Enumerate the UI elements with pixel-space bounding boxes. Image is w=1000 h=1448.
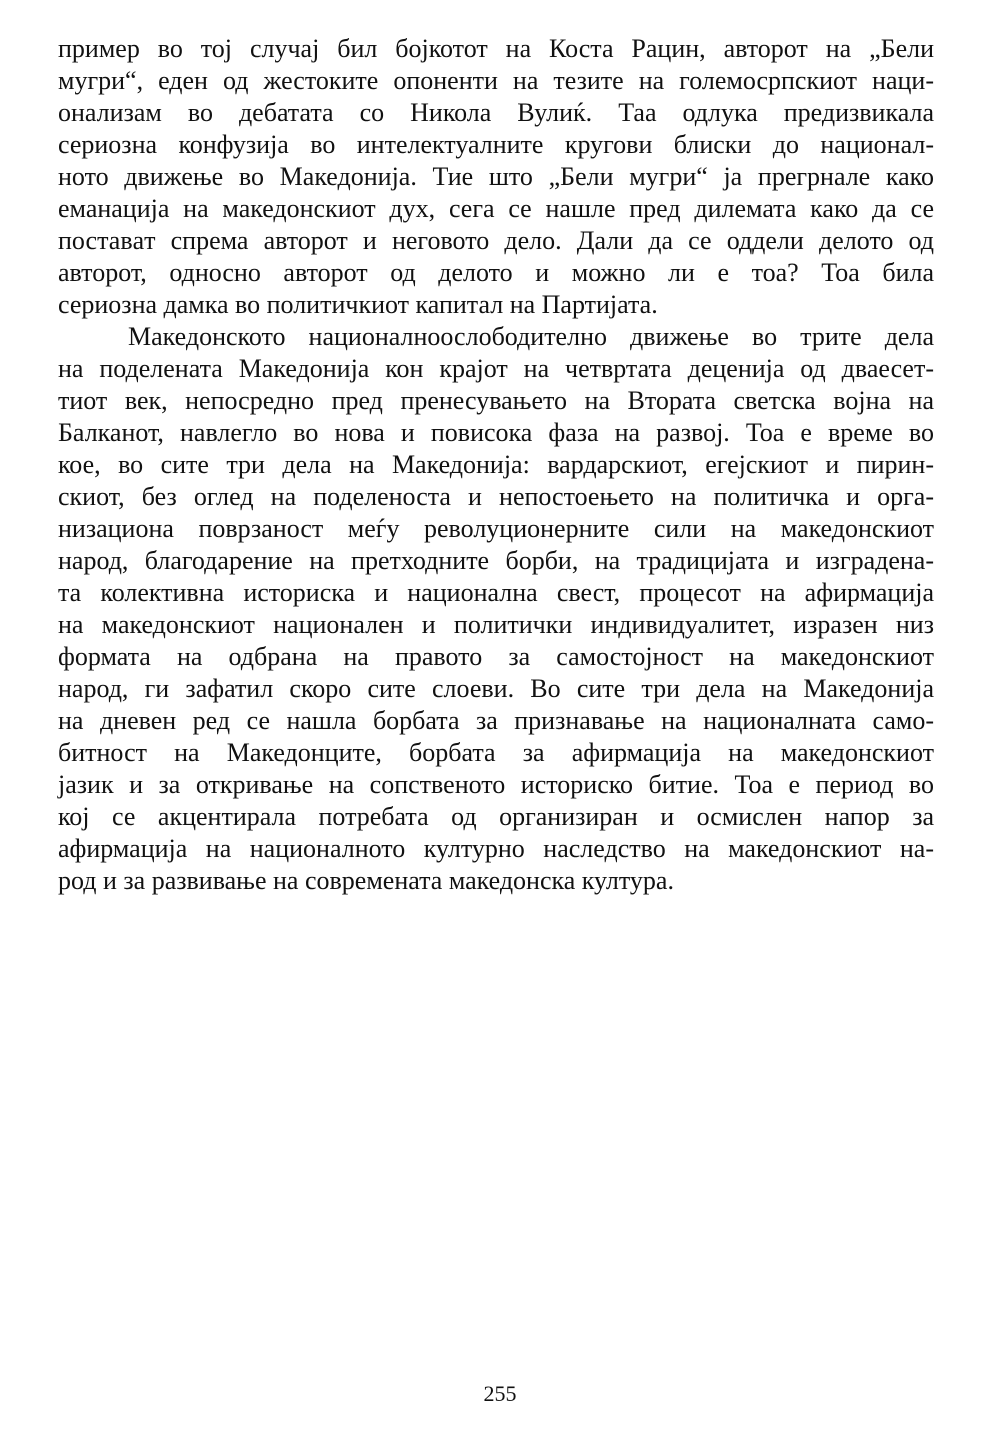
text-line: поставaт спрема авторот и неговото дело. Дали да се оддели делото од	[58, 226, 934, 255]
text-line: скиот, без оглед на поделеноста и непостоењето на политичка и орга-	[58, 482, 934, 511]
text-line: формата на одбрана на правото за самостојност на македонскиот	[58, 642, 934, 671]
page-number: 255	[483, 1381, 517, 1406]
paragraph	[58, 33, 934, 321]
text-line: сериозна дамка во политичкиот капитал на Партијата.	[58, 290, 658, 319]
text-line: афирмација на националното културно наследство на македонскиот на-	[58, 834, 934, 863]
text-line: род и за развивање на современата македонска култура.	[58, 866, 674, 895]
text-line: кое, во сите три дела на Македонија: вардарскиот, егејскиот и пирин-	[58, 450, 934, 479]
text-line: низациона поврзаност меѓу револуционерните сили на македонскиот	[58, 514, 934, 543]
text-line: авторот, односно авторот од делото и можно ли е тоа? Тоа била	[58, 258, 934, 287]
text-line: на дневен ред се нашла борбата за признавање на националната само-	[58, 706, 934, 735]
text-line: тиот век, непосредно пред пренесувањето на Втората светска војна на	[58, 386, 934, 415]
text-line: Македонското националноослободително движење во трите дела	[128, 322, 934, 351]
text-line: онализам во дебатата со Никола Вулиќ. Таа одлука предизвикала	[58, 98, 934, 127]
text-line: народ, ги зафатил скоро сите слоеви. Во сите три дела на Македонија	[58, 674, 934, 703]
text-line: пример во тој случај бил бојкотот на Коста Рацин, авторот на „Бели	[58, 34, 934, 63]
text-line: народ, благодарение на претходните борби, на традицијата и изградена-	[58, 546, 934, 575]
text-line: сериозна конфузија во интелектуалните кругови блиски до национал-	[58, 130, 934, 159]
text-line: еманација на македонскиот дух, сега се нашле пред дилемата како да се	[58, 194, 934, 223]
text-line: ното движење во Македонија. Тие што „Бели мугри“ ја прегрнале како	[58, 162, 934, 191]
text-line: битност на Македонците, борбата за афирмација на македонскиот	[58, 738, 934, 767]
text-line: кој се акцентирала потребата од организиран и осмислен напор за	[58, 802, 934, 831]
paragraph	[58, 321, 934, 897]
text-line: на македонскиот национален и политички индивидуалитет, изразен низ	[58, 610, 934, 639]
body-text	[58, 33, 934, 897]
text-line: на поделената Македонија кон крајот на четвртата деценија од дваесет-	[58, 354, 934, 383]
text-line: мугри“, еден од жестоките опоненти на тезите на големосрпскиот наци-	[58, 66, 934, 95]
text-line: јазик и за откривање на сопственото историско битие. Тоа е период во	[58, 770, 934, 799]
text-line: Балканот, навлегло во нова и повисока фаза на развој. Тоа е време во	[58, 418, 934, 447]
text-line: та колективна историска и национална свест, процесот на афирмација	[58, 578, 934, 607]
